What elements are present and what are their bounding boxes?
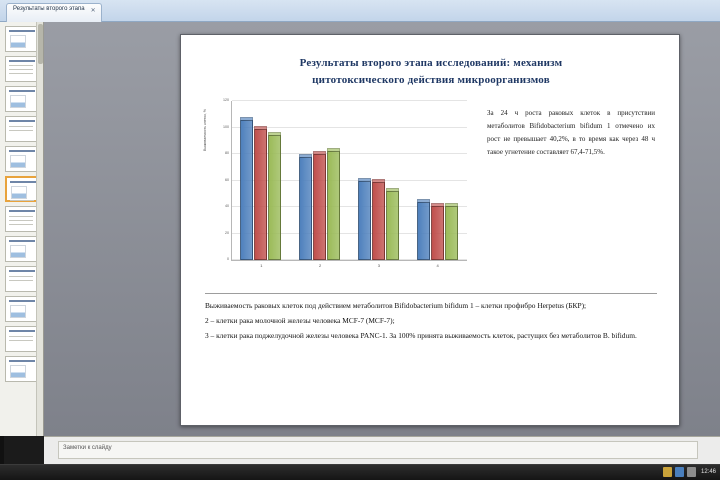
chart-bar-group	[408, 101, 467, 268]
slide-paragraph-2: 2 – клетки рака молочной железы человека MCF-7 (MCF-7);	[205, 316, 395, 325]
thumb-title-bar	[9, 90, 35, 92]
chart-y-tick: 40	[225, 204, 229, 208]
volume-icon[interactable]	[687, 467, 696, 477]
chart-y-tick: 120	[223, 98, 229, 102]
chart-bar	[254, 129, 267, 260]
list-item[interactable]	[5, 326, 39, 352]
chart-plot-area	[223, 98, 467, 268]
chart-y-tick: 0	[227, 257, 229, 261]
list-item[interactable]	[5, 146, 39, 172]
slide-paragraph-3: 3 – клетки рака поджелудочной железы человека PANC-1. За 100% принята выживаемость клеток, растущих без метаболитов B. bifidum.	[205, 331, 637, 340]
chart-bar	[358, 181, 371, 261]
chart-bar	[372, 182, 385, 260]
slide-title-line1-tail: механизм	[510, 57, 563, 69]
chart-bar	[240, 120, 253, 260]
page-title	[207, 55, 655, 89]
slide-canvas[interactable]	[180, 34, 680, 426]
chart-x-tick: 1	[260, 263, 263, 268]
chart-y-tick: 100	[223, 124, 229, 129]
chart-bar	[445, 206, 458, 260]
chart-bar	[313, 154, 326, 260]
slide-thumbnail-pane[interactable]	[0, 22, 44, 436]
list-item[interactable]	[5, 296, 39, 322]
list-item-selected[interactable]	[5, 176, 39, 202]
battery-icon[interactable]	[663, 467, 672, 477]
thumb-chart	[10, 95, 26, 108]
list-item[interactable]	[5, 356, 39, 382]
thumb-chart	[11, 186, 27, 199]
tab-label: Результаты второго этапа	[13, 6, 85, 12]
slide-body-text	[205, 299, 657, 344]
clock: 12:46	[700, 469, 716, 475]
thumb-title-bar	[9, 330, 35, 332]
scrollbar-thumb[interactable]	[38, 24, 43, 64]
notes-input[interactable]: Заметки к слайду	[58, 441, 698, 459]
chart-bar	[327, 151, 340, 260]
slide-side-text: За 24 ч роста раковых клеток в присутствии метаболитов Bifidobacterium bifidum 1 отмечено их рост не превышает 40,2%, в то время как через 48 ч такое угнетение составляет 67,4-71,5%.	[487, 109, 655, 156]
chart-bar	[431, 206, 444, 260]
thumb-chart	[10, 245, 26, 258]
thumb-chart	[10, 305, 26, 318]
thumb-title-bar	[9, 150, 35, 152]
thumb-chart	[10, 365, 26, 378]
thumb-title-bar	[9, 270, 35, 272]
thumb-title-bar	[9, 240, 35, 242]
chart[interactable]	[205, 97, 475, 287]
thumb-title-bar	[9, 120, 35, 122]
chart-bar	[417, 202, 430, 260]
slide-title-line2: цитотоксического действия микроорганизмов	[312, 74, 550, 86]
thumb-title-bar	[9, 210, 35, 212]
chart-y-tick: 80	[225, 151, 229, 155]
slide-paragraph-1: Выживаемость раковых клеток под действием метаболитов Bifidobacterium bifidum 1 – клетки профибро Herpetus (БКР);	[205, 301, 587, 310]
thumb-title-bar	[10, 181, 36, 183]
chart-x-tick: 3	[377, 263, 380, 268]
chart-y-tick: 20	[225, 230, 229, 235]
network-icon[interactable]	[675, 467, 684, 477]
chart-bar-group	[350, 101, 409, 268]
chart-bar-group	[232, 101, 291, 268]
slide-stage	[44, 22, 720, 436]
list-item[interactable]	[5, 236, 39, 262]
system-tray[interactable]	[663, 467, 716, 477]
list-item[interactable]	[5, 26, 39, 52]
list-item[interactable]	[5, 56, 39, 82]
chart-bar	[299, 157, 312, 260]
tab-presentation[interactable]	[6, 3, 102, 22]
close-icon[interactable]: ✕	[90, 8, 96, 14]
chart-x-tick: 2	[319, 263, 322, 268]
thumb-chart	[10, 35, 26, 48]
chart-y-axis-label: Выживаемость клеток, %	[203, 109, 207, 151]
slide-title-line1: Результаты второго этапа исследований:	[299, 57, 511, 69]
chart-y-tick: 60	[225, 177, 229, 182]
chart-bar-group	[291, 101, 350, 268]
chart-bar	[386, 191, 399, 260]
chart-x-tick: 4	[436, 263, 439, 268]
list-item[interactable]	[5, 86, 39, 112]
notes-pane[interactable]	[44, 436, 720, 464]
thumb-title-bar	[9, 300, 35, 302]
thumbnail-scrollbar[interactable]	[36, 22, 43, 436]
thumb-title-bar	[9, 360, 35, 362]
list-item[interactable]	[5, 206, 39, 232]
chart-bar	[268, 135, 281, 260]
thumb-title-bar	[9, 60, 35, 62]
list-item[interactable]	[5, 266, 39, 292]
tab-strip	[0, 0, 720, 22]
thumb-title-bar	[9, 30, 35, 32]
status-bar	[0, 464, 720, 480]
divider	[205, 293, 657, 294]
list-item[interactable]	[5, 116, 39, 142]
thumb-chart	[10, 155, 26, 168]
